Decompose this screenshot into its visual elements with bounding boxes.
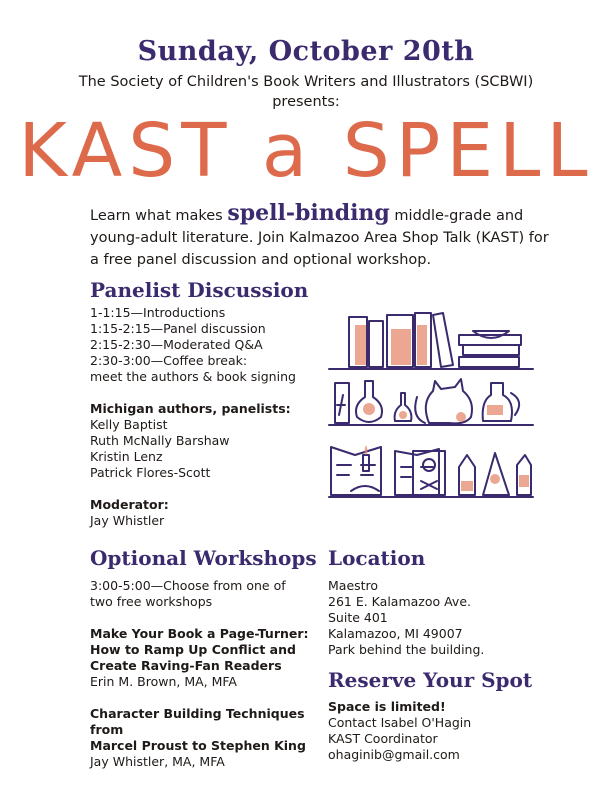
workshop-presenter: Erin M. Brown, MA, MFA <box>90 674 237 689</box>
author-name: Ruth McNally Barshaw <box>90 433 230 448</box>
presenter-line: presents: <box>272 94 340 110</box>
intro-paragraph <box>90 202 560 271</box>
panel-heading: Panelist Discussion <box>90 278 309 302</box>
location-line: Kalamazoo, MI 49007 <box>328 626 463 641</box>
schedule-item: 2:15-2:30—Moderated Q&A <box>90 337 263 352</box>
author-name: Patrick Flores-Scott <box>90 465 211 480</box>
bookshelf-cat-illustration <box>325 305 540 505</box>
schedule-item: meet the authors & book signing <box>90 369 296 384</box>
author-name: Kelly Baptist <box>90 417 168 432</box>
location-line: 261 E. Kalamazoo Ave. <box>328 594 471 609</box>
workshops-intro: 3:00-5:00—Choose from one of <box>90 578 286 593</box>
workshop-title: How to Ramp Up Conflict and <box>90 642 296 657</box>
workshop-title: Make Your Book a Page-Turner: <box>90 626 309 641</box>
workshops-details <box>90 578 330 770</box>
workshop-title: Character Building Techniques from <box>90 706 305 737</box>
location-line: Suite 401 <box>328 610 388 625</box>
workshop-title: Marcel Proust to Stephen King <box>90 738 306 753</box>
presenter-line: The Society of Children's Book Writers and Illustrators (SCBWI) <box>78 74 534 90</box>
reserve-email[interactable]: ohaginib@gmail.com <box>328 747 460 762</box>
schedule-item: 1:15-2:15—Panel discussion <box>90 321 266 336</box>
workshop-presenter: Jay Whistler, MA, MFA <box>90 754 225 769</box>
workshop-title: Create Raving-Fan Readers <box>90 658 282 673</box>
author-name: Kristin Lenz <box>90 449 163 464</box>
schedule-item: 2:30-3:00—Coffee break: <box>90 353 248 368</box>
location-line: Park behind the building. <box>328 642 485 657</box>
reserve-line: KAST Coordinator <box>328 731 438 746</box>
moderator-heading: Moderator: <box>90 497 169 512</box>
workshops-intro: two free workshops <box>90 594 213 609</box>
location-heading: Location <box>328 546 426 570</box>
schedule-item: 1-1:15—Introductions <box>90 305 226 320</box>
workshops-heading: Optional Workshops <box>90 546 317 570</box>
intro-text: Learn what makes <box>90 208 228 224</box>
reserve-details <box>328 699 548 763</box>
reserve-notice: Space is limited! <box>328 699 446 714</box>
authors-heading: Michigan authors, panelists: <box>90 401 291 416</box>
reserve-line: Contact Isabel O'Hagin <box>328 715 472 730</box>
event-date: Sunday, October 20th <box>137 36 475 67</box>
location-details <box>328 578 548 658</box>
panel-details <box>90 305 330 529</box>
intro-highlight: spell-binding <box>227 200 390 226</box>
presenter-text <box>0 72 612 112</box>
intro-text: middle-grade and young-adult literature. Join Kalmazoo Area Shop Talk (KAST) for a free panel discussion and optional workshop. <box>90 208 549 268</box>
event-title: KAST a SPELL <box>18 108 594 194</box>
location-line: Maestro <box>328 578 379 593</box>
moderator-name: Jay Whistler <box>90 513 165 528</box>
reserve-heading: Reserve Your Spot <box>328 668 533 692</box>
